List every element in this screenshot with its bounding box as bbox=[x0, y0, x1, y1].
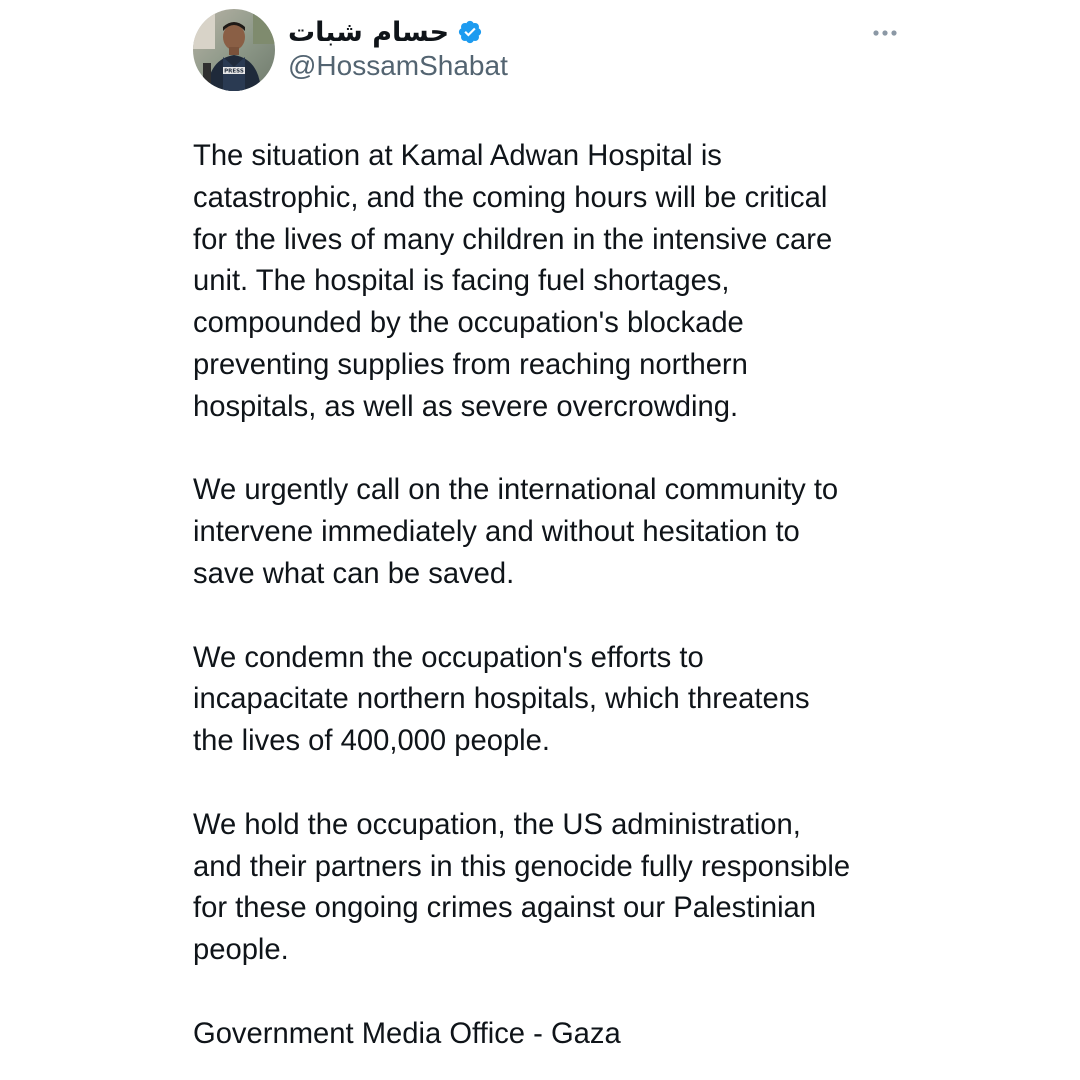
avatar[interactable] bbox=[193, 9, 275, 91]
tweet-paragraph: We hold the occupation, the US administration, and their partners in this genocide fully responsible for these ongoing crimes against our Palestinian people. bbox=[193, 808, 851, 967]
tweet-paragraph: We condemn the occupation's efforts to incapacitate northern hospitals, which threatens the lives of 400,000 people. bbox=[193, 641, 810, 758]
author-handle[interactable]: @HossamShabat bbox=[288, 50, 508, 81]
tweet-paragraph: We urgently call on the international community to intervene immediately and without hesitation to save what can be saved. bbox=[193, 474, 839, 590]
tweet-body bbox=[193, 136, 923, 1056]
author-display-name[interactable]: حسام شبات bbox=[288, 16, 450, 48]
press-label: PRESS bbox=[224, 68, 244, 75]
more-options-icon bbox=[872, 29, 898, 37]
more-options-button[interactable] bbox=[866, 20, 904, 46]
tweet-paragraph: The situation at Kamal Adwan Hospital is catastrophic, and the coming hours will be critical for the lives of many children in the intensive care unit. The hospital is facing fuel shortages, compounded by the occupation's blockade preventing supplies from reaching northern hospitals, as well as severe overcrowding. bbox=[193, 140, 833, 423]
author-name-row bbox=[288, 12, 483, 52]
tweet-signature: Government Media Office - Gaza bbox=[193, 1017, 621, 1050]
avatar-photo bbox=[193, 9, 275, 91]
verified-badge-icon bbox=[457, 19, 483, 45]
